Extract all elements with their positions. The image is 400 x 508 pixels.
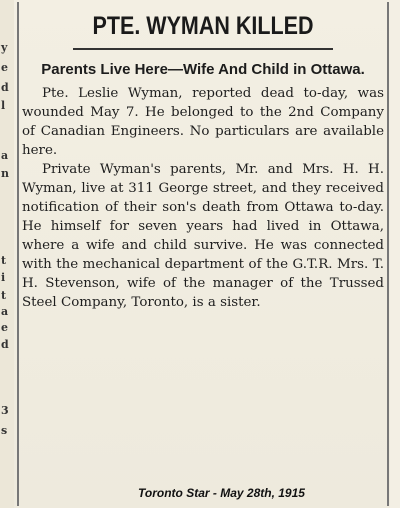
headline-divider (73, 48, 333, 50)
margin-fragment: y (1, 41, 8, 54)
right-margin (390, 0, 400, 508)
headline: PTE. WYMAN KILLED (92, 12, 314, 40)
margin-fragment: l (1, 99, 6, 112)
article-body (22, 84, 384, 312)
source-caption: Toronto Star - May 28th, 1915 (138, 486, 305, 500)
margin-fragment: e (1, 321, 8, 334)
margin-fragment: e (1, 61, 8, 74)
margin-fragment: i (1, 271, 6, 284)
margin-fragment: d (1, 81, 9, 94)
column-rule-left (17, 2, 19, 506)
article (22, 6, 384, 312)
margin-fragment: t (1, 289, 7, 302)
subheadline: Parents Live Here—Wife And Child in Ottawa. (41, 61, 365, 78)
margin-fragment: n (1, 167, 9, 180)
column-rule-right (387, 2, 389, 506)
margin-fragment: s (1, 424, 8, 437)
margin-fragment: t (1, 254, 7, 267)
margin-fragment: a (1, 149, 9, 162)
paragraph: Pte. Leslie Wyman, reported dead to-day, was wounded May 7. He belonged to the 2nd Company of Canadian Engineers. No particulars are available here. (22, 86, 384, 158)
margin-fragment: d (1, 338, 9, 351)
margin-fragment: 3 (1, 404, 9, 417)
paragraph: Private Wyman's parents, Mr. and Mrs. H. H. Wyman, live at 311 George street, and they received notification of their son's death from Ottawa to-day. He himself for seven years had lived in Ottawa, where a wife and child survive. He was connected with the mechanical department of the G.T.R. Mrs. T. H. Stevenson, wife of the manager of the Trussed Steel Company, Toronto, is a sister. (22, 162, 384, 310)
adjacent-column-fragment (0, 0, 14, 508)
margin-fragment: a (1, 305, 9, 318)
